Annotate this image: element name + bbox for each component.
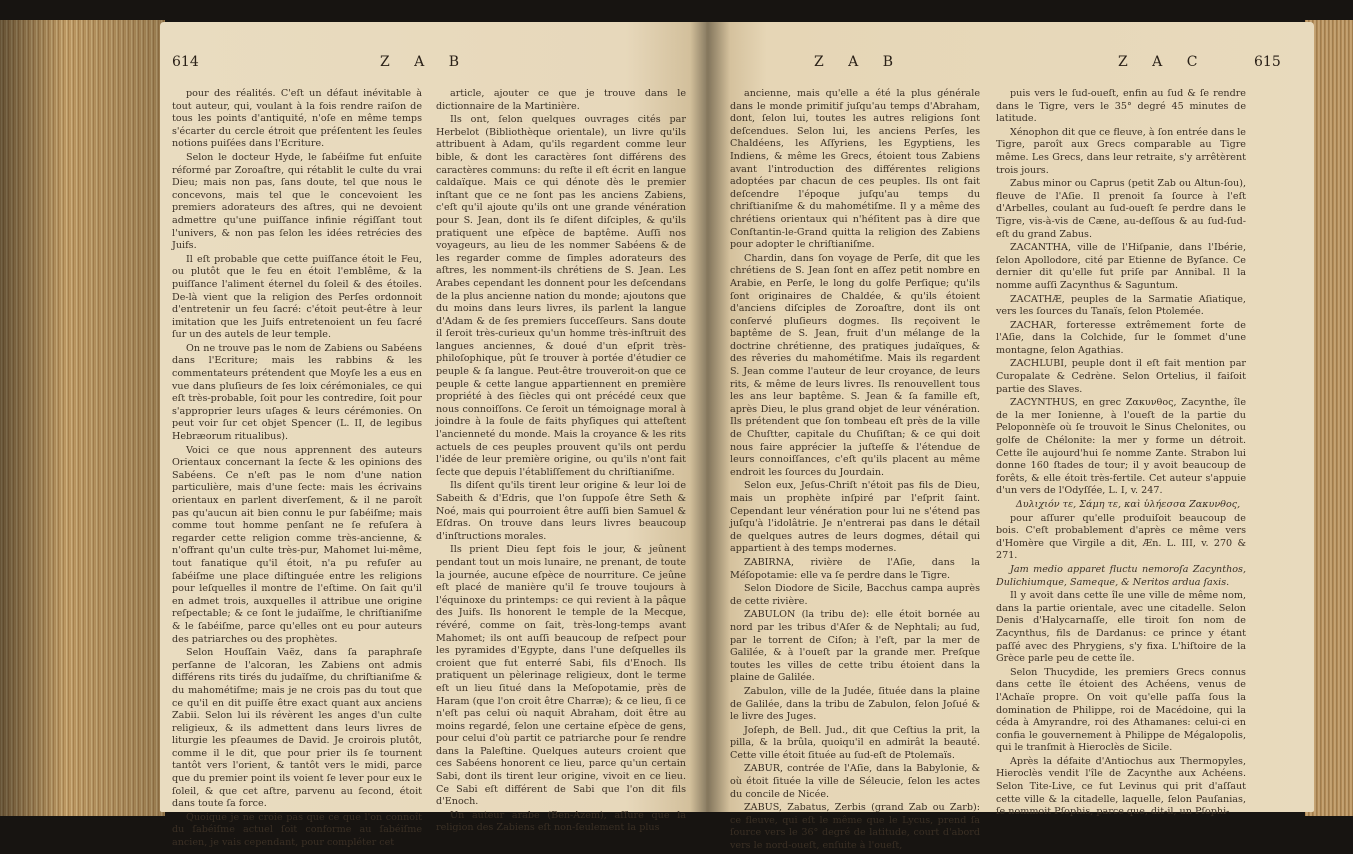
paragraph: Zabulon, ville de la Judée, ſituée dans la plaine de Galilée, dans la tribu de Zabulon, ſelon Joſué & le livre des Juges. — [730, 685, 980, 723]
paragraph: ZACATHÆ, peuples de la Sarmatie Aſiatique, vers les ſources du Tanaïs, ſelon Ptolemée. — [996, 293, 1246, 318]
paragraph: Ils ont, ſelon quelques ouvrages cités par Herbelot (Bibliothèque orientale), un livre qu'ils attribuent à Adam, qu'ils regardent comme leur bible, & dont les caractères ſont différens des caractères communs: du reſte il eſt écrit en langue caldaïque. Mais ce qui dénote dès le premier inſtant que ce ne ſont pas les anciens Zabiens, c'eſt qu'il ajoute qu'ils ont une grande vénération pour S. Jean, dont ils ſe diſent diſciples, & qu'ils pratiquent une eſpèce de baptême. Auſſi nos voyageurs, au lieu de les nommer Sabéens & de les regarder comme de ſimples adorateurs des aſtres, les nomment-ils chrétiens de S. Jean. Les Arabes cependant les donnent pour les deſcendans de la plus ancienne nation du monde; ajoutons que du moins dans leurs livres, ils parlent la langue d'Adam & de ſes premiers ſucceſſeurs. Sans doute il ſeroit très-curieux qu'un homme très-inſtruit des langues anciennes, & doué d'un eſprit très-philoſophique, pût ſe trouver à portée d'étudier ce peuple & ſa langue. Peut-être trouveroit-on que ce peuple & cette langue appartiennent en première propriété à des ſiècles qui ont précédé ceux que nous connoiſſons. Ce ſeroit un témoignage moral à joindre à la foule de faits phyſiques qui atteſtent l'ancienneté du monde. Mais la croyance & les rits actuels de ces peuples prouvent qu'ils ont perdu l'idée de leur première origine, ou qu'ils n'ont fait ſecte que depuis l'établiſſement du chriſtianiſme. — [436, 114, 686, 478]
book-gutter — [690, 22, 730, 812]
running-head: Z A B — [380, 54, 470, 70]
paragraph: Joſeph, de Bell. Jud., dit que Ceſtius la prit, la pilla, & la brûla, quoiqu'il en admirât la beauté. Cette ville étoit ſituée au ſud-eſt de Ptolemaïs. — [730, 724, 980, 761]
latin-verse: Jam medio apparet fluctu nemoroſa Zacynthos, Dulichiumque, Sameque, & Neritos ardua ſaxis. — [996, 563, 1246, 588]
paragraph: ZABIRNA, rivière de l'Aſie, dans la Méſopotamie: elle va ſe perdre dans le Tigre. — [730, 556, 980, 581]
paragraph: Voici ce que nous apprennent des auteurs Orientaux concernant la ſecte & les opinions des Sabéens. Ce n'eſt pas le nom d'une nation particulière, mais d'une ſecte: mais les écrivains orientaux en parlent diverſement, & il ne paroît pas qu'aucun ait bien connu le pur ſabéiſme; mais comme tout homme penſant ne ſe refuſera à regarder cette religion comme très-ancienne, & n'offrant qu'un culte très-pur, Mahomet lui-même, tout fanatique qu'il étoit, n'a pu refuſer au ſabéiſme une place diſtinguée entre les religions pour leſquelles il montre de l'eſtime. On ſait qu'il en admet trois, auxquelles il attribue une origine reſpectable; & ce ſont le judaïſme, le chriſtianiſme & le ſabéiſme, parce qu'elles ont eu pour auteurs des patriarches ou des prophètes. — [172, 444, 422, 645]
paragraph: Selon Thucydide, les premiers Grecs connus dans cette île étoient des Achéens, venus de l'Achaïe propre. On voit qu'elle paſſa ſous la domination de Philippe, roi de Macédoine, qui la céda à Amyrandre, roi des Athamanes: celui-ci en confia le gouvernement à Philippe de Mégalopolis, qui le tranſmit à Hieroclès de Sicile. — [996, 666, 1246, 754]
paragraph: Un auteur arabe (Ben-Azem), aſſure que la religion des Zabiens eſt non-ſeulement la plus — [436, 809, 686, 834]
paragraph: Selon le docteur Hyde, le ſabéiſme fut enſuite réformé par Zoroaſtre, qui rétablit le culte du vrai Dieu; mais non pas, ſans doute, tel que nous le concevons, mais tel que le concevoient les premiers adorateurs des aſtres, qui ne devoient admettre qu'une puiſſance infinie régiſſant tout l'univers, & non pas ſelon les idées retrécies des Juifs. — [172, 151, 422, 252]
paragraph: Ils prient Dieu ſept fois le jour, & jeûnent pendant tout un mois lunaire, ne prenant, de toute la journée, aucune eſpèce de nourriture. Ce jeûne eſt placé de manière qu'il ſe trouve toujours à l'équinoxe du printemps: ce qui revient à la pâque des Juifs. Ils honorent le temple de la Mecque, révéré, comme on ſait, très-long-temps avant Mahomet; ils ont auſſi beaucoup de reſpect pour les pyramides d'Egypte, dans l'une deſquelles ils croient que fut enterré Sabi, fils d'Enoch. Ils pratiquent un pèlerinage religieux, dont le terme eſt un lieu ſitué dans la Meſopotamie, près de Haram (que l'on croit être Charræ); & ce lieu, ſi ce n'eſt pas celui où naquit Abraham, doit être au moins regardé, ſelon une certaine eſpèce de gens, pour celui d'où partit ce patriarche pour ſe rendre dans la Paleſtine. Quelques auteurs croient que ces Sabéens honorent ce lieu, parce qu'un certain Sabi, dont ils tirent leur origine, vivoit en ce lieu. Ce Sabi eſt différent de Sabi que l'on dit fils d'Enoch. — [436, 544, 686, 808]
running-head-left: Z A B — [814, 54, 904, 70]
paragraph: article, ajouter ce que je trouve dans le dictionnaire de la Martinière. — [436, 88, 686, 112]
paragraph: ZACYNTHUS, en grec Ζακυνθος, Zacynthe, île de la mer Ionienne, à l'oueſt de la partie du Peloponnèſe où ſe trouvoit le Sinus Chelonites, ou golfe de Chélonite: la mer y forme un détroit. Cette île aujourd'hui ſe nomme Zante. Strabon lui donne 160 ſtades de tour; il y avoit beaucoup de forêts, & elle étoit très-fertile. Cet auteur s'appuie d'un vers de l'Odyſſée, L. I, v. 247. — [996, 397, 1246, 497]
paragraph: ZACHAR, forteresse extrêmement forte de l'Aſie, dans la Colchide, ſur le ſommet d'une montagne, ſelon Agathias. — [996, 319, 1246, 356]
right-page — [706, 22, 1314, 852]
paragraph: pour aſſurer qu'elle produiſoit beaucoup de bois. C'eſt probablement d'après ce même vers d'Homère que Virgile a dit, Æn. L. III, v. 270 & 271. — [996, 512, 1246, 562]
paragraph: Quoique je ne croie pas que ce que l'on connoît du ſabéiſme actuel ſoit conforme au ſabéiſme ancien, je vais cependant, pour compléter cet — [172, 811, 422, 849]
text-column-2 — [996, 88, 1246, 820]
paragraph: Selon eux, Jeſus-Chriſt n'étoit pas fils de Dieu, mais un prophète inſpiré par l'eſprit ſaint. Cependant leur vénération pour lui ne s'étend pas juſqu'à l'idolâtrie. Je n'entrerai pas dans le détail de quelques autres de leurs dogmes, détail qui appartient à des temps modernes. — [730, 480, 980, 555]
paragraph: ZACHLUBI, peuple dont il eſt fait mention par Curopalate & Cedrène. Selon Ortelius, il faiſoit partie des Slaves. — [996, 358, 1246, 395]
paragraph: Zabus minor ou Caprus (petit Zab ou Altun-ſou), fleuve de l'Aſie. Il prenoit ſa ſource à l'eſt d'Arbelles, coulant au ſud-oueſt ſe perdre dans le Tigre, vis-à-vis de Cæne, au-deſſous & au ſud-ſud-eſt du grand Zabus. — [996, 178, 1246, 240]
paragraph: Il y avoit dans cette île une ville de même nom, dans la partie orientale, avec une citadelle. Selon Denis d'Halycarnaſſe, elle tiroit ſon nom de Zacynthus, fils de Dardanus: ce prince y étant paſſé avec des Phrygiens, s'y fixa. L'hiſtoire de la Grèce parle peu de cette île. — [996, 590, 1246, 665]
page-number: 614 — [172, 54, 199, 70]
paragraph: ancienne, mais qu'elle a été la plus générale dans le monde primitif juſqu'au temps d'Abraham, dont, ſelon lui, toutes les autres religions ſont deſcendues. Selon lui, les anciens Perſes, les Chaldéens, les Aſſyriens, les Egyptiens, les Indiens, & même les Grecs, étoient tous Zabiens avant l'introduction des différentes religions adoptées par chacun de ces peuples. Ils ont fait deſcendre l'époque juſqu'au temps du chriſtianiſme & du mahométiſme. Il y a même des chrétiens orientaux qui n'héſitent pas à dire que Conſtantin-le-Grand quitta la religion des Zabiens pour adopter le chriſtianiſme. — [730, 88, 980, 251]
book-page-edges-left — [0, 20, 165, 816]
paragraph: ZABULON (la tribu de): elle étoit bornée au nord par les tribus d'Aſer & de Nephtali; au ſud, par le torrent de Ciſon; à l'eſt, par la mer de Galilée, & à l'oueſt par la grande mer. Preſque toutes les villes de cette tribu étoient dans la plaine de Galilée. — [730, 609, 980, 684]
page-number: 615 — [1254, 54, 1281, 70]
paragraph: Ils diſent qu'ils tirent leur origine & leur loi de Sabeith & d'Edris, que l'on ſuppoſe être Seth & Noé, mais qui pourroient être auſſi bien Samuel & Eſdras. On trouve dans leurs livres beaucoup d'inſtructions morales. — [436, 480, 686, 542]
left-page — [160, 22, 708, 849]
paragraph: puis vers le ſud-oueſt, enfin au ſud & ſe rendre dans le Tigre, vers le 35° degré 45 minutes de latitude. — [996, 88, 1246, 125]
paragraph: pour des réalités. C'eſt un défaut inévitable à tout auteur, qui, voulant à la fois rendre raiſon de tous les points d'antiquité, n'oſe en même temps s'écarter du cercle étroit que préſentent les ſeules notions puiſées dans l'Ecriture. — [172, 88, 422, 150]
text-column-2 — [436, 88, 686, 836]
greek-verse: Δυλιχιόν τε, Σάμη τε, καὶ ὑλήεσσα Ζακυνθος, — [1015, 499, 1241, 510]
paragraph: On ne trouve pas le nom de Zabiens ou Sabéens dans l'Ecriture; mais les rabbins & les commentateurs prétendent que Moyſe les a eus en vue dans pluſieurs de ſes loix cérémoniales, ce qui eſt très-probable, ſoit pour les contredire, ſoit pour s'approprier leurs uſages & leurs cérémonies. On peut voir ſur cet objet Spencer (L. II, de legibus Hebræorum ritualibus). — [172, 342, 422, 443]
paragraph: Après la défaite d'Antiochus aux Thermopyles, Hieroclès vendit l'île de Zacynthe aux Achéens. Selon Tite-Live, ce fut Levinus qui prit d'aſſaut cette ville & la citadelle, laquelle, ſelon Pauſanias, ſe nommoit Pſophis, parce que, dit-il, un Pſophi- — [996, 755, 1246, 818]
text-column-1 — [730, 88, 980, 854]
running-head-right: Z A C — [1118, 54, 1208, 70]
paragraph: ZABUS, Zabatus, Zerbis (grand Zab ou Zarb): ce fleuve, qui eſt le même que le Lycus, prend ſa ſource vers le 36° degré de latitude, court d'abord vers le nord-oueſt, enſuite à l'oueſt, — [730, 802, 980, 852]
text-column-1 — [172, 88, 422, 851]
paragraph: Selon Houſſain Vaëz, dans ſa paraphraſe perſanne de l'alcoran, les Zabiens ont admis différens rits tirés du judaïſme, du chriſtianiſme & du mahométiſme; mais je ne crois pas du tout que ce qu'il en dit puiſſe être exact quant aux anciens Zabii. Selon lui ils révèrent les anges d'un culte religieux, & ils admettent dans leurs livres de liturgie les pſeaumes de David. Je croirois plutôt, comme il le dit, que pour prier ils ſe tournent tantôt vers l'orient, & tantôt vers le midi, parce que du premier point ils voient ſe lever pour eux le ſoleil, & que cet aſtre, parvenu au ſecond, étoit dans toute ſa force. — [172, 647, 422, 810]
paragraph: Il eſt probable que cette puiſſance étoit le Feu, ou plutôt que le feu en étoit l'emblême, & la puiſſance l'aliment éternel du ſoleil & des étoiles. De-là vient que la religion des Perſes ordonnoit d'entretenir un feu ſacré: c'étoit peut-être à leur imitation que les Juifs entretenoient un feu ſacré ſur un des autels de leur temple. — [172, 253, 422, 341]
paragraph: Xénophon dit que ce fleuve, à ſon entrée dans le Tigre, paroît aux Grecs comparable au Tigre même. Les Grecs, dans leur retraite, s'y arrêtèrent trois jours. — [996, 126, 1246, 176]
paragraph: Selon Diodore de Sicile, Bacchus campa auprès de cette rivière. — [730, 583, 980, 607]
paragraph: ZACANTHA, ville de l'Hiſpanie, dans l'Ibérie, ſelon Apollodore, cité par Etienne de Byſance. Ce dernier dit qu'elle fut priſe par Annibal. Il la nomme auſſi Zacynthus & Saguntum. — [996, 242, 1246, 291]
paragraph: Chardin, dans ſon voyage de Perſe, dit que les chrétiens de S. Jean ſont en aſſez petit nombre en Arabie, en Perſe, le long du golfe Perſique; qu'ils ſont originaires de Chaldée, & qu'ils étoient d'anciens diſciples de Zoroaſtre, dont ils ont conſervé pluſieurs dogmes. Ils reçoivent le baptême de S. Jean, fruit d'un mélange de la doctrine chrétienne, des pratiques judaïques, & des rêveries du mahométiſme. Mais ils regardent S. Jean comme l'auteur de leur croyance, de leurs rits, & même de leurs livres. Ils renouvellent tous les ans leur baptême. S. Jean & ſa famille eſt, après Dieu, le plus grand objet de leur vénération. Ils prétendent que ſon tombeau eſt près de la ville de Chuſtter, capitale du Chuſiſtan; & ce qui doit nous faire apprécier la juſteſſe & l'étendue de leurs connoiſſances, c'eſt qu'ils placent au même endroit les ſources du Jourdain. — [730, 252, 980, 478]
paragraph: ZABUR, contrée de l'Aſie, dans la Babylonie, & où étoit ſituée la ville de Séleucie, ſelon les actes du concile de Nicée. — [730, 763, 980, 800]
